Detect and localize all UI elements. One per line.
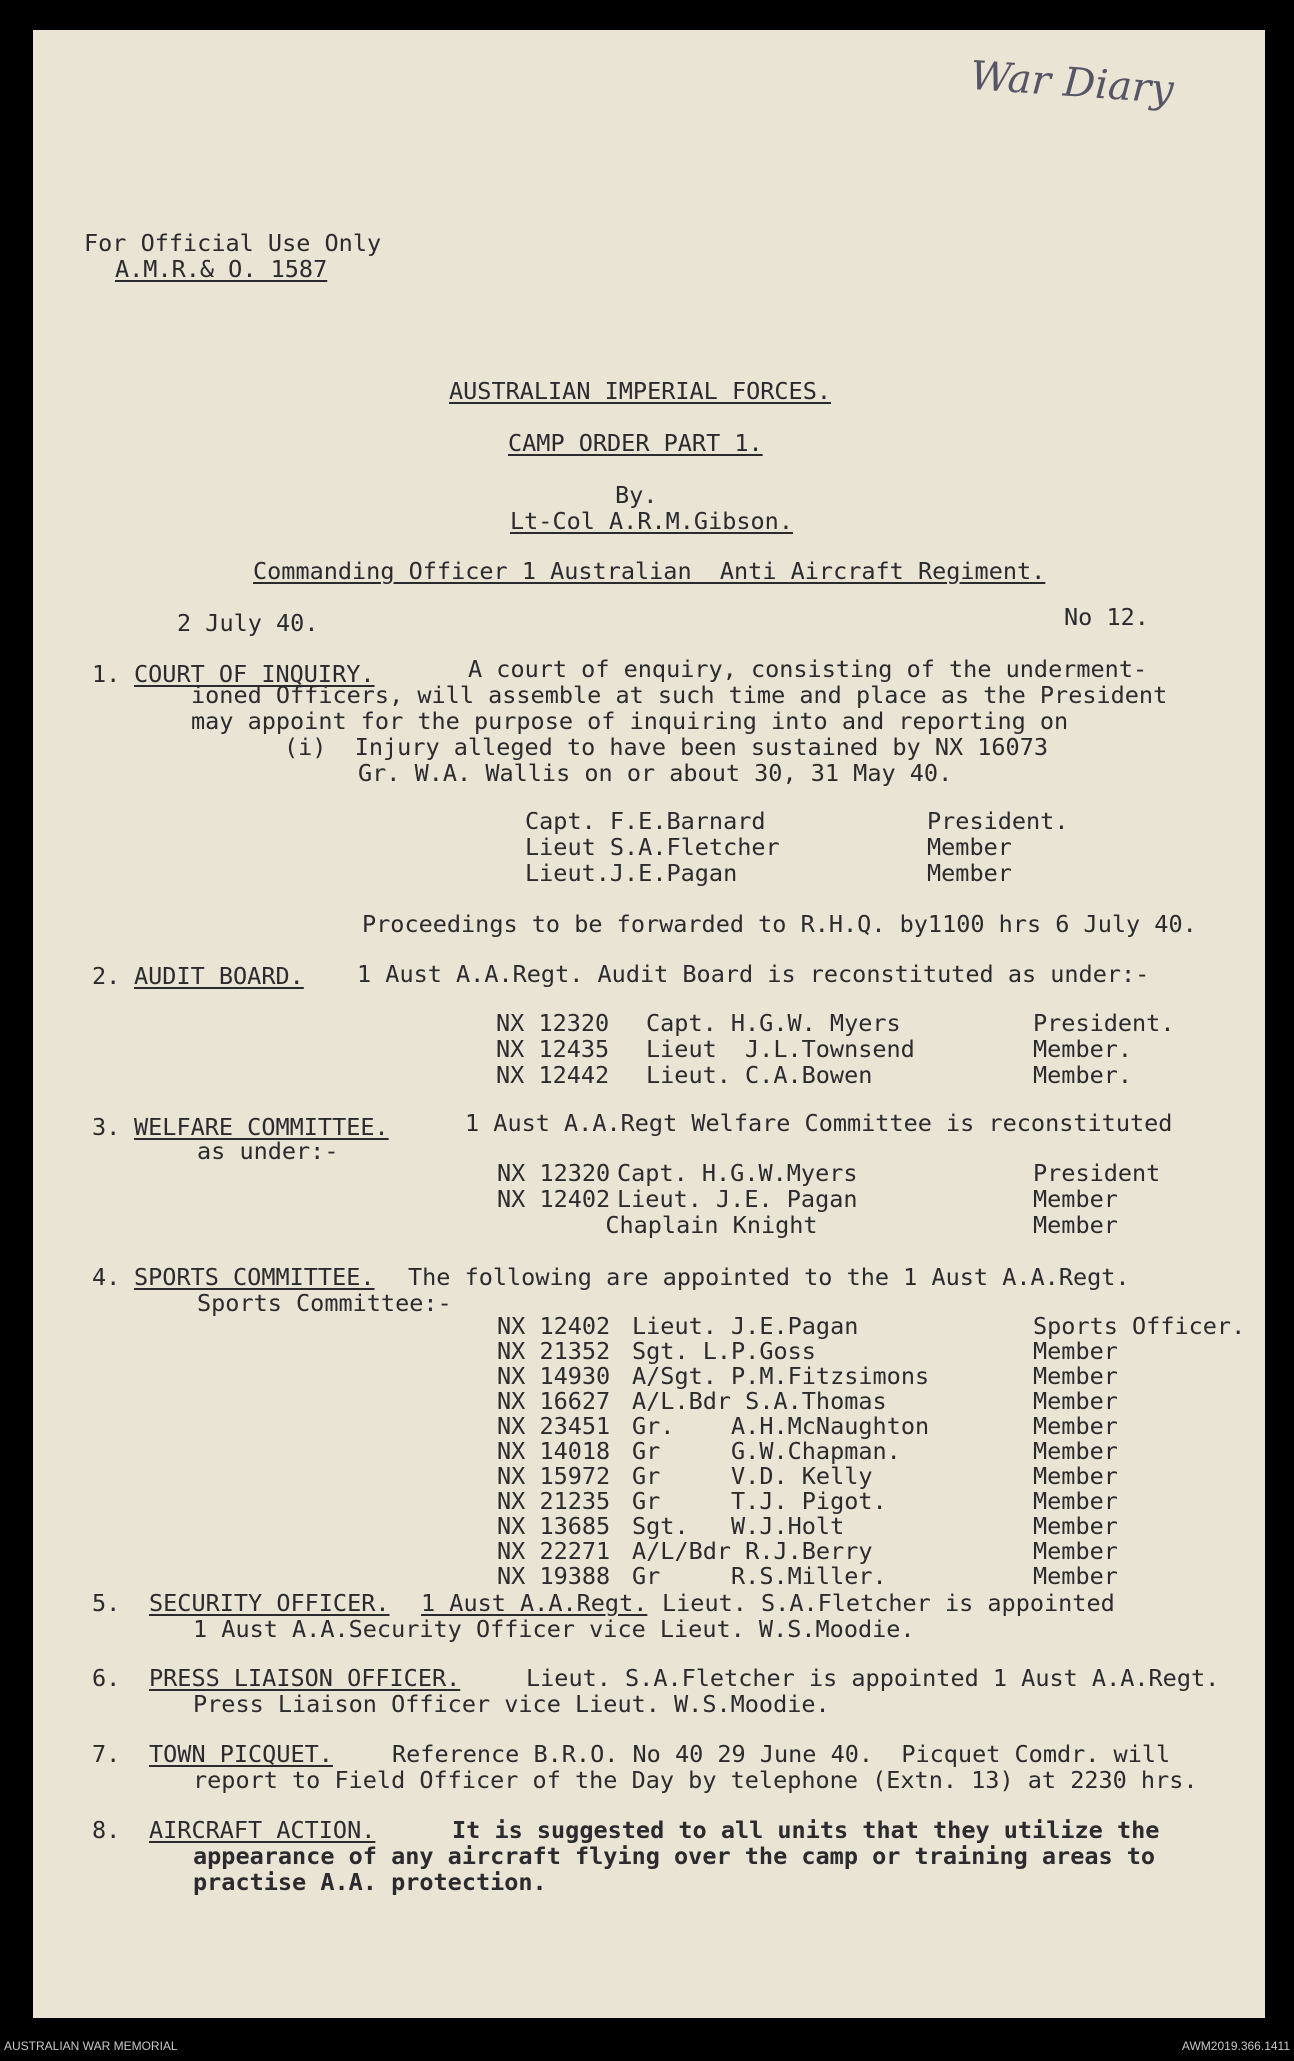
section-7-text: report to Field Officer of the Day by telephone (Extn. 13) at 2230 hrs. [193, 1766, 1198, 1794]
member-name: Gr T.J. Pigot. [632, 1487, 887, 1515]
member-name: A/Sgt. P.M.Fitzsimons [632, 1362, 930, 1390]
service-number: NX 21352 [497, 1337, 611, 1365]
by-label: By. [615, 481, 658, 509]
proceedings-line: Proceedings to be forwarded to R.H.Q. by1100 hrs 6 July 40. [362, 910, 1197, 938]
member-role: President [1033, 1159, 1161, 1187]
section-6-heading: PRESS LIAISON OFFICER. [149, 1664, 461, 1692]
member-role: Member [1033, 1412, 1118, 1440]
section-6-number: 6. [92, 1664, 121, 1692]
order-number: No 12. [1064, 603, 1149, 631]
member-name: Lieut. J.E. Pagan [617, 1185, 858, 1213]
board-member-role: Member [927, 859, 1012, 887]
member-name: Capt. H.G.W.Myers [617, 1159, 858, 1187]
member-role: Sports Officer. [1033, 1312, 1246, 1340]
member-role: Member [1033, 1462, 1118, 1490]
service-number: NX 14018 [497, 1437, 611, 1465]
section-8-text: It is suggested to all units that they utilize the [452, 1816, 1160, 1844]
member-name: Sgt. L.P.Goss [632, 1337, 816, 1365]
member-name: Lieut. J.E.Pagan [632, 1312, 859, 1340]
section-5-text: Lieut. S.A.Fletcher is appointed [662, 1589, 1115, 1617]
handwritten-annotation: War Diary [968, 52, 1176, 114]
member-role: Member [1033, 1512, 1118, 1540]
member-name: Gr V.D. Kelly [632, 1462, 873, 1490]
section-2-heading: AUDIT BOARD. [134, 962, 304, 990]
section-7-number: 7. [92, 1740, 121, 1768]
board-member-role: Member [927, 833, 1012, 861]
member-name: A/L/Bdr R.J.Berry [632, 1537, 873, 1565]
section-3-text: as under:- [197, 1137, 339, 1165]
service-number: NX 12320 [496, 1009, 610, 1037]
section-1-number: 1. [92, 660, 121, 688]
section-5-unit: 1 Aust A.A.Regt. [421, 1589, 648, 1617]
member-role: Member. [1033, 1035, 1133, 1063]
document-subtitle: CAMP ORDER PART 1. [508, 429, 763, 457]
member-role: Member [1033, 1537, 1118, 1565]
section-4-number: 4. [92, 1263, 121, 1291]
board-member-name: Capt. F.E.Barnard [525, 807, 766, 835]
section-1-heading: COURT OF INQUIRY. [134, 660, 375, 688]
section-5-number: 5. [92, 1589, 121, 1617]
section-8-text: practise A.A. protection. [193, 1868, 547, 1896]
member-name: Chaplain Knight [478, 1211, 818, 1239]
section-1-text: ioned Officers, will assemble at such time and place as the President [191, 681, 1168, 709]
board-member-role: President. [927, 807, 1069, 835]
section-4-text: The following are appointed to the 1 Aust A.A.Regt. [408, 1263, 1130, 1291]
service-number: NX 22271 [497, 1537, 611, 1565]
member-role: Member. [1033, 1061, 1133, 1089]
service-number: NX 19388 [497, 1562, 611, 1590]
command-line: Commanding Officer 1 Australian Anti Aircraft Regiment. [253, 557, 1046, 585]
file-reference: A.M.R.& O. 1587 [115, 255, 328, 283]
section-7-text: Reference B.R.O. No 40 29 June 40. Picquet Comdr. will [392, 1740, 1171, 1768]
member-role: Member [1033, 1487, 1118, 1515]
service-number: NX 14930 [497, 1362, 611, 1390]
member-name: A/L.Bdr S.A.Thomas [632, 1387, 887, 1415]
section-8-heading: AIRCRAFT ACTION. [149, 1816, 376, 1844]
section-6-text: Lieut. S.A.Fletcher is appointed 1 Aust A.A.Regt. [526, 1664, 1220, 1692]
section-2-text: 1 Aust A.A.Regt. Audit Board is reconstituted as under:- [357, 960, 1150, 988]
service-number: NX 12442 [496, 1061, 610, 1089]
section-6-text: Press Liaison Officer vice Lieut. W.S.Moodie. [193, 1690, 830, 1718]
section-3-text: 1 Aust A.A.Regt Welfare Committee is reconstituted [465, 1109, 1173, 1137]
document-title: AUSTRALIAN IMPERIAL FORCES. [449, 377, 832, 405]
service-number: NX 12402 [497, 1185, 611, 1213]
section-2-number: 2. [92, 962, 121, 990]
section-3-heading: WELFARE COMMITTEE. [134, 1113, 389, 1141]
service-number: NX 21235 [497, 1487, 611, 1515]
footer-left: AUSTRALIAN WAR MEMORIAL [4, 2039, 178, 2053]
service-number: NX 15972 [497, 1462, 611, 1490]
member-name: Gr R.S.Miller. [632, 1562, 887, 1590]
service-number: NX 12402 [497, 1312, 611, 1340]
service-number: NX 23451 [497, 1412, 611, 1440]
section-1-text: Gr. W.A. Wallis on or about 30, 31 May 40. [358, 759, 953, 787]
section-1-text: may appoint for the purpose of inquiring into and reporting on [191, 707, 1069, 735]
member-name: Gr. A.H.McNaughton [632, 1412, 930, 1440]
service-number: NX 12435 [496, 1035, 610, 1063]
official-use-line: For Official Use Only [84, 229, 382, 257]
member-role: Member [1033, 1185, 1118, 1213]
member-role: Member [1033, 1211, 1118, 1239]
service-number: NX 12320 [497, 1159, 611, 1187]
order-date: 2 July 40. [177, 609, 319, 637]
member-role: Member [1033, 1437, 1118, 1465]
section-1-text: (i) Injury alleged to have been sustained by NX 16073 [284, 733, 1049, 761]
service-number: NX 13685 [497, 1512, 611, 1540]
section-7-heading: TOWN PICQUET. [149, 1740, 333, 1768]
section-1-text: A court of enquiry, consisting of the underment- [468, 655, 1148, 683]
member-role: Member [1033, 1387, 1118, 1415]
section-8-number: 8. [92, 1816, 121, 1844]
section-4-heading: SPORTS COMMITTEE. [134, 1263, 375, 1291]
service-number: NX 16627 [497, 1387, 611, 1415]
board-member-name: Lieut S.A.Fletcher [525, 833, 780, 861]
board-member-name: Lieut.J.E.Pagan [525, 859, 738, 887]
member-name: Capt. H.G.W. Myers [646, 1009, 901, 1037]
member-role: President. [1033, 1009, 1175, 1037]
section-5-text: 1 Aust A.A.Security Officer vice Lieut. W.S.Moodie. [193, 1615, 915, 1643]
section-3-number: 3. [92, 1113, 121, 1141]
member-role: Member [1033, 1337, 1118, 1365]
member-role: Member [1033, 1362, 1118, 1390]
member-name: Lieut. C.A.Bowen [646, 1061, 873, 1089]
member-name: Sgt. W.J.Holt [632, 1512, 845, 1540]
footer-right: AWM2019.366.1411 [1181, 2039, 1290, 2053]
member-name: Lieut J.L.Townsend [646, 1035, 915, 1063]
member-name: Gr G.W.Chapman. [632, 1437, 901, 1465]
section-5-heading: SECURITY OFFICER. [149, 1589, 390, 1617]
section-8-text: appearance of any aircraft flying over the camp or training areas to [193, 1842, 1156, 1870]
author-line: Lt-Col A.R.M.Gibson. [510, 507, 793, 535]
member-role: Member [1033, 1562, 1118, 1590]
section-4-text: Sports Committee:- [197, 1289, 452, 1317]
